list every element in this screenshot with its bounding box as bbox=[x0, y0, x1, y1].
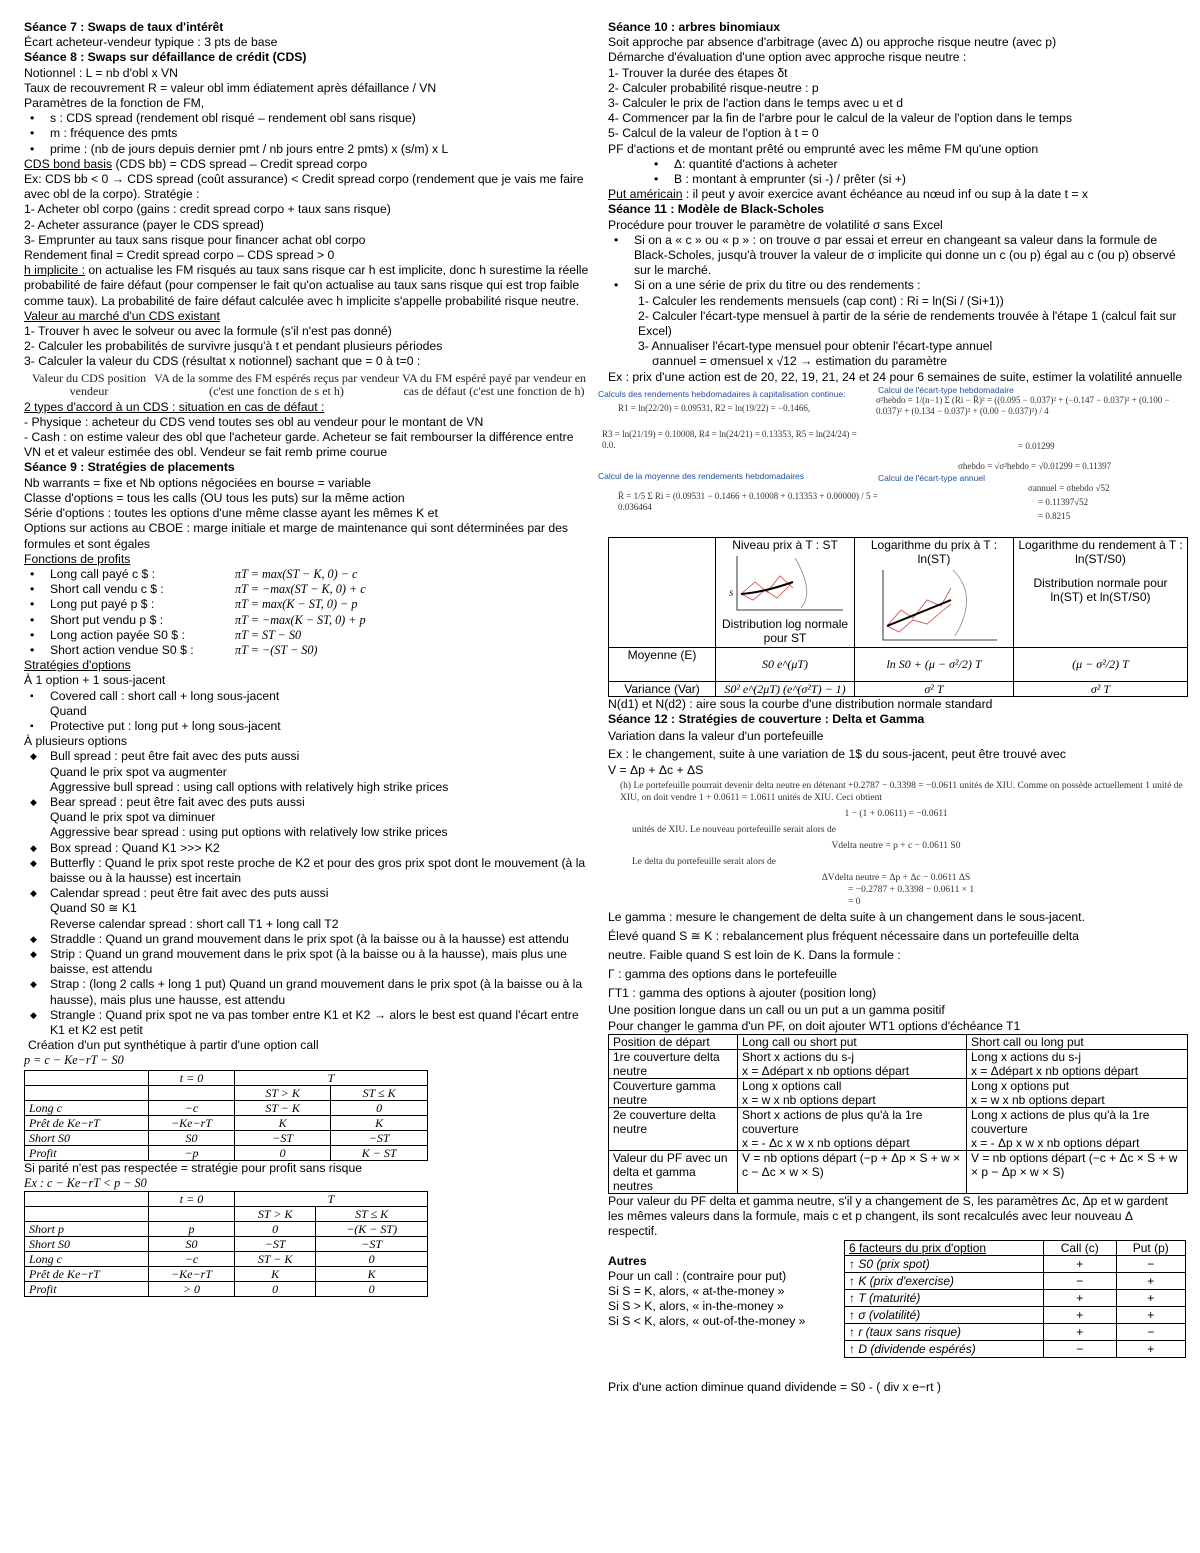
strategy-text: ◆ Butterfly : Quand le prix spot reste proche de K2 et pour des gros prix spot dont le mouvement (à la baisse ou à la hausse) est incertain bbox=[50, 855, 586, 885]
t2-head-T: T bbox=[235, 1192, 428, 1207]
market-value-title: Valeur au marché d'un CDS existant bbox=[24, 308, 220, 323]
basis-term: CDS bond basis bbox=[24, 156, 113, 171]
s8-bullet: • prime : (nb de jours depuis dernier pmt / nb jours entre 2 pmts) x (s/m) x L bbox=[24, 142, 589, 157]
t1-blank bbox=[149, 1085, 235, 1100]
hedging-cell: Long x actions du s-j x = Δdépart x nb options départ bbox=[967, 1049, 1188, 1078]
calc-formula: σannuel = σhebdo √52 bbox=[1028, 482, 1110, 493]
cds-paid-term: VA du FM espéré payé par vendeur en cas de défaut (c'est une fonction de h) bbox=[401, 370, 587, 398]
s10-line: 2- Calculer probabilité risque-neutre : p bbox=[608, 80, 819, 95]
market-line: 2- Calculer les probabilités de survivre jusqu'à t et pendant plusieurs périodes bbox=[24, 339, 443, 354]
calc-heading: Calcul de l'écart-type annuel bbox=[878, 472, 985, 483]
s10-title: Séance 10 : arbres binomiaux bbox=[608, 20, 781, 34]
gamma-line: Pour changer le gamma d'un PF, on doit ajouter WT1 options d'échéance T1 bbox=[608, 1018, 1021, 1033]
autres-line: Pour un call : (contraire pour put) bbox=[608, 1268, 787, 1283]
autres-title: Autres bbox=[608, 1253, 647, 1268]
profit-row bbox=[24, 643, 589, 658]
pf-value-note: Pour valeur du PF delta et gamma neutre, s'il y a changement de S, les paramètres Δc, Δp et w gardent les mêmes valeurs dans la formule, mais c et p changent, ils sont recalculés avec leur nouveau Δ respectif. bbox=[608, 1193, 1168, 1239]
factors-row bbox=[845, 1289, 1186, 1306]
factors-cell: ↑ D (dividende espérés) bbox=[845, 1340, 1044, 1357]
options-strategies-title: Stratégies d'options bbox=[24, 658, 131, 673]
table-cell: Prêt de Ke−rT bbox=[25, 1267, 149, 1282]
gamma-line: Une position longue dans un call ou un put a un gamma positif bbox=[608, 1003, 945, 1018]
hedging-head-cell: Long call ou short put bbox=[738, 1034, 967, 1049]
distribution-table bbox=[608, 537, 1188, 697]
dist-var-lnprice: σ² T bbox=[855, 681, 1014, 696]
table-cell: 0 bbox=[235, 1145, 331, 1160]
hedging-head-cell: Short call ou long put bbox=[967, 1034, 1188, 1049]
table-cell: 0 bbox=[316, 1282, 428, 1297]
excerpt-eq: 1 − (1 + 0.0611) = −0.0611 bbox=[844, 809, 948, 820]
table-cell: −ST bbox=[316, 1237, 428, 1252]
strategy-text: ◆ Straddle : Quand un grand mouvement dans le prix spot (à la baisse ou à la hausse) est attendu bbox=[50, 931, 569, 946]
table-cell: Short S0 bbox=[25, 1237, 149, 1252]
s11-example: Ex : prix d'une action est de 20, 22, 19, 21, 24 et 24 pour 6 semaines de suite, estimer la volatilité annuelle bbox=[608, 369, 1183, 384]
t2-head-le: ST ≤ K bbox=[316, 1207, 428, 1222]
table-cell: ST − K bbox=[235, 1100, 331, 1115]
s8-title: Séance 8 : Swaps sur défaillance de crédit (CDS) bbox=[24, 50, 307, 65]
profit-row bbox=[24, 628, 589, 643]
table-cell: 0 bbox=[235, 1222, 316, 1237]
s10-line: Démarche d'évaluation d'une option avec approche risque neutre : bbox=[608, 50, 967, 65]
factors-row bbox=[845, 1323, 1186, 1340]
s12-line: Ex : le changement, suite à une variation de 1$ du sous-jacent, peut être trouvé avec bbox=[608, 747, 1066, 762]
s11-bullet: • Si on a « c » ou « p » : on trouve σ par essai et erreur en changeant sa valeur dans la formule de Black-Scholes, jusqu'à trouver la valeur de σ implicite qui donne un c (ou p) égal au c (ou p) observé sur le marché. bbox=[608, 233, 1184, 279]
dist-col-lnreturn bbox=[1014, 537, 1188, 647]
nd-line: N(d1) et N(d2) : aire sous la courbe d'une distribution normale standard bbox=[608, 696, 993, 711]
calc-formula: = 0.01299 bbox=[1018, 440, 1055, 451]
factors-cell: ↑ K (prix d'exercise) bbox=[845, 1272, 1044, 1289]
profit-label: • Long put payé p $ : bbox=[50, 597, 155, 612]
dist-mean-lnprice: ln S0 + (μ − σ²/2) T bbox=[855, 647, 1014, 681]
table-cell: −ST bbox=[331, 1130, 428, 1145]
covered-call bbox=[24, 689, 589, 719]
profit-label: • Short put vendu p $ : bbox=[50, 612, 164, 627]
s10-sub: • B : montant à emprunter (si -) / prêter (si +) bbox=[648, 172, 1184, 187]
strategy-text: Quand le prix spot va diminuer bbox=[50, 810, 216, 825]
excerpt-eq: = 0 bbox=[848, 897, 861, 908]
hedging-table bbox=[608, 1034, 1188, 1194]
factors-cell: + bbox=[1116, 1289, 1185, 1306]
s12-line: Variation dans la valeur d'un portefeuille bbox=[608, 729, 824, 744]
h-term: h implicite : bbox=[24, 263, 85, 278]
table-row bbox=[25, 1252, 428, 1267]
table-cell: K bbox=[235, 1267, 316, 1282]
table-cell: K bbox=[235, 1115, 331, 1130]
profit-label: • Long action payée S0 $ : bbox=[50, 627, 185, 642]
profit-formula: πT = max(ST − K, 0) − c bbox=[235, 566, 358, 581]
strategy-text: ◆ Calendar spread : peut être fait avec des puts aussi bbox=[50, 886, 329, 901]
hedging-cell: Valeur du PF avec un delta et gamma neutres bbox=[609, 1150, 738, 1193]
profit-formula: πT = −max(K − ST, 0) + p bbox=[235, 612, 366, 627]
profit-row bbox=[24, 597, 589, 612]
profit-label: • Short call vendu c $ : bbox=[50, 582, 164, 597]
s12-title: Séance 12 : Stratégies de couverture : Delta et Gamma bbox=[608, 712, 925, 727]
profit-formula: πT = −max(ST − K, 0) + c bbox=[235, 582, 366, 597]
hedging-cell: Couverture gamma neutre bbox=[609, 1078, 738, 1107]
s11-step: 3- Annualiser l'écart-type mensuel pour obtenir l'écart-type annuel bbox=[638, 339, 993, 354]
s11-annual-formula: σannuel = σmensuel x √12 → estimation du paramètre bbox=[652, 354, 948, 369]
s10-line: 1- Trouver la durée des étapes δt bbox=[608, 65, 788, 80]
table-cell: 0 bbox=[316, 1252, 428, 1267]
calc-heading: Calcul de la moyenne des rendements hebdomadaires bbox=[598, 470, 805, 481]
table-cell: K bbox=[316, 1267, 428, 1282]
s10-line: PF d'actions et de montant prêté ou emprunté avec les même FM qu'une option bbox=[608, 141, 1039, 156]
dist-head-price: Niveau prix à T : ST bbox=[732, 537, 838, 552]
table-row bbox=[25, 1115, 428, 1130]
excerpt-eq: = −0.2787 + 0.3398 − 0.0611 × 1 bbox=[848, 885, 975, 896]
hedging-cell: Short x actions de plus qu'à la 1re couverture x = - Δc x w x nb options départ bbox=[738, 1107, 967, 1150]
t1-head-T: T bbox=[235, 1070, 428, 1085]
table-cell: 0 bbox=[331, 1100, 428, 1115]
factors-cell: ↑ T (maturité) bbox=[845, 1289, 1044, 1306]
dist-var-price: S0² e^(2μT) (e^(σ²T) − 1) bbox=[716, 681, 855, 696]
profit-row bbox=[24, 582, 589, 597]
factors-row bbox=[845, 1340, 1186, 1357]
calc-formula: R1 = ln(22/20) = 0.09531, R2 = ln(19/22) = −0.1466, bbox=[618, 402, 811, 413]
parity-example: Ex : c − Ke−rT < p − S0 bbox=[24, 1175, 147, 1190]
factors-cell: − bbox=[1116, 1255, 1185, 1272]
s7-title: Séance 7 : Swaps de taux d'intérêt bbox=[24, 20, 224, 34]
table-cell: Profit bbox=[25, 1145, 149, 1160]
factors-cell: − bbox=[1044, 1340, 1117, 1357]
accord-line: - Physique : acheteur du CDS vend toutes ses obl au vendeur pour le montant de VN bbox=[24, 414, 484, 429]
synthetic-put-table bbox=[24, 1070, 428, 1161]
s12-formula: V = Δp + Δc + ΔS bbox=[608, 763, 704, 778]
factors-table bbox=[844, 1240, 1186, 1358]
table-cell: p bbox=[149, 1222, 235, 1237]
t1-head-gt: ST > K bbox=[235, 1085, 331, 1100]
factors-head-cell: Call (c) bbox=[1044, 1240, 1117, 1255]
table-cell: −p bbox=[149, 1145, 235, 1160]
profit-title: Fonctions de profits bbox=[24, 551, 131, 566]
strategy-text: Reverse calendar spread : short call T1 + long call T2 bbox=[50, 916, 339, 931]
table-row bbox=[25, 1267, 428, 1282]
dist-corner bbox=[609, 537, 716, 647]
factors-head-cell: Put (p) bbox=[1116, 1240, 1185, 1255]
t2-blank bbox=[149, 1207, 235, 1222]
autres-line: Si S > K, alors, « in-the-money » bbox=[608, 1299, 784, 1314]
table-cell: S0 bbox=[149, 1237, 235, 1252]
factors-header bbox=[845, 1240, 1186, 1255]
strategy-line: 3- Emprunter au taux sans risque pour financer achat obl corpo bbox=[24, 232, 366, 247]
table-cell: Profit bbox=[25, 1282, 149, 1297]
strategy-text: ◆ Bull spread : peut être fait avec des puts aussi bbox=[50, 749, 300, 764]
t2-head-t0: t = 0 bbox=[149, 1192, 235, 1207]
right-column bbox=[598, 20, 1184, 1395]
svg-text:S: S bbox=[729, 588, 733, 598]
s11-line: Procédure pour trouver le paramètre de volatilité σ sans Excel bbox=[608, 217, 943, 232]
dist-lognormal-caption: Distribution log normale pour ST bbox=[721, 616, 849, 645]
left-column bbox=[24, 20, 589, 1297]
hedging-row bbox=[609, 1078, 1188, 1107]
basis-example: Ex: CDS bb < 0 → CDS spread (coût assurance) < Credit spread corpo (rendement que je vais me faire avec obl de la corpo). Stratégie : bbox=[24, 172, 584, 202]
t2-head-gt: ST > K bbox=[235, 1207, 316, 1222]
multi-option-list bbox=[24, 749, 589, 1038]
cds-value-term: Valeur du CDS position vendeur bbox=[31, 370, 147, 398]
table-cell: −c bbox=[149, 1100, 235, 1115]
strategy-item bbox=[24, 841, 589, 856]
s8-bullet: • s : CDS spread (rendement obl risqué – rendement obl sans risque) bbox=[24, 111, 589, 126]
s7-line: Écart acheteur-vendeur typique : 3 pts de base bbox=[24, 35, 278, 50]
accord-title: 2 types d'accord à un CDS : situation en cas de défaut : bbox=[24, 399, 325, 414]
s9-line: Série d'options : toutes les options d'une même classe ayant les mêmes K et bbox=[24, 506, 438, 521]
strategy-item bbox=[24, 977, 589, 1007]
hedging-cell: 1re couverture delta neutre bbox=[609, 1049, 738, 1078]
calc-heading: Calcul de l'écart-type hebdomadaire bbox=[878, 384, 1014, 395]
table-row bbox=[25, 1282, 428, 1297]
s8-line: Paramètres de la fonction de FM, bbox=[24, 96, 205, 111]
table-cell: Prêt de Ke−rT bbox=[25, 1115, 149, 1130]
table-cell: S0 bbox=[149, 1130, 235, 1145]
table-cell: K − ST bbox=[331, 1145, 428, 1160]
factors-cell: + bbox=[1116, 1306, 1185, 1323]
autres-line: Si S = K, alors, « at-the-money » bbox=[608, 1283, 785, 1298]
profit-label: • Short action vendue S0 $ : bbox=[50, 642, 194, 657]
dist-row-var: Variance (Var) bbox=[609, 681, 716, 696]
dist-head-lnreturn: Logarithme du rendement à T : ln(ST/S0) bbox=[1018, 537, 1183, 566]
dist-col-lnprice bbox=[855, 537, 1014, 647]
hedging-row bbox=[609, 1049, 1188, 1078]
gamma-line: Γ : gamma des options dans le portefeuille bbox=[608, 967, 837, 982]
s11-step: 1- Calculer les rendements mensuels (cap cont) : Ri = ln(Si / (Si+1)) bbox=[638, 293, 1004, 308]
t2-corner bbox=[25, 1192, 149, 1207]
dist-col-price bbox=[716, 537, 855, 647]
profit-formula: πT = −(ST − S0) bbox=[235, 642, 318, 657]
s9-line: Options sur actions au CBOE : marge initiale et marge de maintenance qui sont déterminées par des formules et sont égales bbox=[24, 521, 568, 551]
s11-bullet: • Si on a une série de prix du titre ou des rendements : bbox=[608, 278, 1184, 293]
hedging-cell: V = nb options départ (−p + Δp × S + w × c − Δc × w × S) bbox=[738, 1150, 967, 1193]
table-cell: −(K − ST) bbox=[316, 1222, 428, 1237]
parity-line: Si parité n'est pas respectée = stratégie pour profit sans risque bbox=[24, 1160, 363, 1175]
factors-cell: ↑ σ (volatilité) bbox=[845, 1306, 1044, 1323]
t1-corner bbox=[25, 1070, 149, 1085]
factors-row bbox=[845, 1255, 1186, 1272]
strategy-line: 2- Acheter assurance (payer le CDS spread) bbox=[24, 217, 264, 232]
strategy-text: ◆ Strip : Quand un grand mouvement dans le prix spot (à la baisse ou à la hausse), mais plus une baisse, est attendu bbox=[50, 946, 567, 977]
hedging-cell: Long x actions de plus qu'à la 1re couverture x = - Δp x w x nb options départ bbox=[967, 1107, 1188, 1150]
strategy-text: ◆ Strap : (long 2 calls + long 1 put) Quand un grand mouvement dans le prix spot (à la baisse ou à la hausse), mais plus une hausse, est attendu bbox=[50, 977, 583, 1007]
hedging-cell: V = nb options départ (−c + Δc × S + w × p − Δp × w × S) bbox=[967, 1150, 1188, 1193]
table-cell: Short p bbox=[25, 1222, 149, 1237]
table-cell: Short S0 bbox=[25, 1130, 149, 1145]
h-implicit bbox=[24, 263, 589, 309]
table-cell: −c bbox=[149, 1252, 235, 1267]
american-put-term: Put américain bbox=[608, 187, 683, 202]
basis-line bbox=[24, 157, 589, 172]
s10-line: 4- Commencer par la fin de l'arbre pour le calcul de la valeur de l'option dans le temps bbox=[608, 111, 1072, 126]
t2-blank bbox=[25, 1207, 149, 1222]
s9-line: Classe d'options = tous les calls (OU tous les puts) sur la même action bbox=[24, 490, 405, 505]
dividend-line: Prix d'une action diminue quand dividende = S0 - ( div x e−rt ) bbox=[608, 1379, 941, 1394]
calc-formula: R̄ = 1/5 Σ Ri = (0.09531 − 0.1466 + 0.10008 + 0.13353 + 0.00000) / 5 = 0.036464 bbox=[618, 490, 878, 512]
calc-formula: σ²hebdo = 1/(n−1) Σ (Ri − R̄)² = ((0.095 − 0.037)² + (−0.147 − 0.037)² + (0.100 − 0.037)² + (0.134 − 0.037)² + (0.00 − 0.037)²) / 4 bbox=[876, 394, 1170, 416]
table-cell: −Ke−rT bbox=[149, 1267, 235, 1282]
synthetic-put-formula: p = c − Ke−rT − S0 bbox=[24, 1053, 124, 1068]
dist-mean-price: S0 e^(μT) bbox=[716, 647, 855, 681]
hedging-head-cell: Position de départ bbox=[609, 1034, 738, 1049]
strategy-text: Quand S0 ≅ K1 bbox=[50, 901, 137, 916]
calc-heading: Calculs des rendements hebdomadaires à capitalisation continue: bbox=[598, 388, 846, 399]
hedging-row bbox=[609, 1150, 1188, 1193]
hedging-cell: Long x options call x = w x nb options depart bbox=[738, 1078, 967, 1107]
table-cell: −Ke−rT bbox=[149, 1115, 235, 1130]
strategy-item bbox=[24, 749, 589, 795]
table-row bbox=[25, 1100, 428, 1115]
gamma-line: Élevé quand S ≅ K : rebalancement plus fréquent nécessaire dans un portefeuille delta bbox=[608, 929, 1079, 944]
table-row bbox=[25, 1145, 428, 1160]
factors-cell: ↑ r (taux sans risque) bbox=[845, 1323, 1044, 1340]
hedging-row bbox=[609, 1107, 1188, 1150]
strategy-line: Rendement final = Credit spread corpo – CDS spread > 0 bbox=[24, 248, 335, 263]
table-cell: −ST bbox=[235, 1130, 331, 1145]
factors-cell: + bbox=[1044, 1289, 1117, 1306]
excerpt-eq: ΔVdelta neutre = Δp + Δc − 0.0611 ΔS bbox=[821, 873, 971, 884]
factors-cell: + bbox=[1044, 1255, 1117, 1272]
factors-row bbox=[845, 1306, 1186, 1323]
s8-line: Notionnel : L = nb d'obl x VN bbox=[24, 65, 178, 80]
volatility-calc-excerpt bbox=[598, 384, 1184, 537]
factors-cell: + bbox=[1116, 1272, 1185, 1289]
american-put-def: : il peut y avoir exercice avant échéance au nœud inf ou sup à la date t = x bbox=[682, 187, 1088, 202]
strategy-text: ◆ Box spread : Quand K1 >>> K2 bbox=[50, 840, 220, 855]
cds-received-term: VA de la somme des FM espérés reçus par vendeur (c'est une fonction de s et h) bbox=[154, 370, 399, 398]
profit-row bbox=[24, 567, 589, 582]
strategy-item bbox=[24, 932, 589, 947]
multi-option-title: À plusieurs options bbox=[24, 734, 127, 749]
dist-row-mean: Moyenne (E) bbox=[609, 647, 716, 681]
s11-step: 2- Calculer l'écart-type mensuel à partir de la série de rendements trouvée à l'étape 1 (calcul fait sur Excel) bbox=[638, 308, 1177, 339]
american-put bbox=[608, 187, 1184, 202]
t1-head-le: ST ≤ K bbox=[331, 1085, 428, 1100]
arbitrage-table bbox=[24, 1191, 428, 1297]
excerpt-eq: Vdelta neutre = p + c − 0.0611 S0 bbox=[831, 841, 961, 852]
cds-formula bbox=[24, 372, 589, 398]
factors-cell: + bbox=[1044, 1306, 1117, 1323]
calc-formula: σhebdo = √σ²hebdo = √0.01299 = 0.11397 bbox=[958, 460, 1112, 471]
strategy-text: Aggressive bear spread : using put options with relatively low strike prices bbox=[50, 825, 448, 840]
normal-chart-icon bbox=[869, 566, 999, 644]
t1-head-t0: t = 0 bbox=[149, 1070, 235, 1085]
table-cell: Long c bbox=[25, 1100, 149, 1115]
strategy-item bbox=[24, 947, 589, 977]
strategy-text: ◆ Bear spread : peut être fait avec des puts aussi bbox=[50, 794, 305, 809]
s11-title: Séance 11 : Modèle de Black-Scholes bbox=[608, 202, 825, 217]
table-cell: 0 bbox=[235, 1282, 316, 1297]
dist-normal-caption: Distribution normale pour ln(ST) et ln(ST/S0) bbox=[1033, 575, 1168, 604]
profit-row bbox=[24, 613, 589, 628]
calc-formula: R3 = ln(21/19) = 0.10008, R4 = ln(24/21) = 0.13353, R5 = ln(24/24) = 0.0. bbox=[602, 428, 857, 450]
hedging-cell: Long x options put x = w x nb options depart bbox=[967, 1078, 1188, 1107]
autres-text bbox=[608, 1254, 838, 1330]
strategy-text: ◆ Strangle : Quand prix spot ne va pas tomber entre K1 et K2 → alors le best est quand l'écart entre K1 et K2 est petit bbox=[50, 1007, 579, 1037]
factors-cell: − bbox=[1116, 1323, 1185, 1340]
strategy-text: Aggressive bull spread : using call options with relatively high strike prices bbox=[50, 779, 449, 794]
hedging-cell: Short x actions du s-j x = Δdépart x nb options départ bbox=[738, 1049, 967, 1078]
covered-call-quand: Quand bbox=[50, 703, 87, 718]
hedging-cell: 2e couverture delta neutre bbox=[609, 1107, 738, 1150]
table-cell: ST − K bbox=[235, 1252, 316, 1267]
gamma-line: Le gamma : mesure le changement de delta suite à un changement dans le sous-jacent. bbox=[608, 910, 1085, 925]
dist-var-lnreturn: σ² T bbox=[1014, 681, 1188, 696]
s8-bullet: • m : fréquence des pmts bbox=[24, 126, 589, 141]
factors-cell: + bbox=[1116, 1340, 1185, 1357]
accord-line: - Cash : on estime valeur des obl que l'acheteur garde. Acheteur se fait rembourser la différence entre VN et et valeur estimée des obl. Vendeur se fait remb prime courue bbox=[24, 430, 574, 460]
factors-cell: + bbox=[1044, 1323, 1117, 1340]
calc-formula: = 0.11397√52 bbox=[1038, 496, 1089, 507]
excerpt-text: Le delta du portefeuille serait alors de bbox=[632, 857, 777, 868]
s10-line: 3- Calculer le prix de l'action dans le temps avec u et d bbox=[608, 96, 903, 111]
table-cell: > 0 bbox=[149, 1282, 235, 1297]
t1-blank bbox=[25, 1085, 149, 1100]
s9-line: Nb warrants = fixe et Nb options négociées en bourse = variable bbox=[24, 475, 371, 490]
strategy-text: Quand le prix spot va augmenter bbox=[50, 764, 227, 779]
table-cell: Long c bbox=[25, 1252, 149, 1267]
excerpt-text: (h) Le portefeuille pourrait devenir delta neutre en détenant +0.2787 − 0.3398 = −0.0611 unités de XIU. Comme on possède actuellement 1 unité de XIU, on doit vendre 1 + 0.0611 = 1.0611 unités de XIU. Ceci obtient bbox=[620, 781, 1183, 804]
table-cell: K bbox=[331, 1115, 428, 1130]
delta-neutral-excerpt bbox=[608, 780, 1184, 908]
lognormal-chart-icon bbox=[725, 552, 845, 614]
s10-sub: • Δ: quantité d'actions à acheter bbox=[648, 157, 1184, 172]
profit-label: • Long call payé c $ : bbox=[50, 566, 156, 581]
factors-head-cell: 6 facteurs du prix d'option bbox=[845, 1240, 1044, 1255]
autres-line: Si S < K, alors, « out-of-the-money » bbox=[608, 1314, 806, 1329]
s8-line: Taux de recouvrement R = valeur obl imm édiatement après défaillance / VN bbox=[24, 80, 437, 95]
market-line: 1- Trouver h avec le solveur ou avec la formule (s'il n'est pas donné) bbox=[24, 324, 392, 339]
one-option-title: À 1 option + 1 sous-jacent bbox=[24, 673, 166, 688]
table-cell: −ST bbox=[235, 1237, 316, 1252]
calc-formula: = 0.8215 bbox=[1038, 510, 1071, 521]
h-def: on actualise les FM risqués au taux sans risque car h est implicite, donc h surestime la réelle probabilité de faire défaut (pour compenser le fait qu'on actualise au taux sans risque qui est trop faible comme taux). La probabilité de faire défaut calculée avec h implicite s'appelle probabilité risque neutre. bbox=[24, 263, 589, 308]
strategy-item bbox=[24, 795, 589, 841]
hedging-header bbox=[609, 1034, 1188, 1049]
s9-title: Séance 9 : Stratégies de placements bbox=[24, 460, 235, 475]
covered-call-text: ▪ Covered call : short call + long sous-jacent bbox=[50, 688, 280, 703]
basis-def: (CDS bb) = CDS spread – Credit spread corpo bbox=[112, 156, 368, 171]
dist-mean-lnreturn: (μ − σ²/2) T bbox=[1014, 647, 1188, 681]
protective-put: ▪ Protective put : long put + long sous-jacent bbox=[24, 719, 589, 734]
excerpt-text: unités de XIU. Le nouveau portefeuille serait alors de bbox=[632, 825, 836, 836]
strategy-line: 1- Acheter obl corpo (gains : credit spread corpo + taux sans risque) bbox=[24, 202, 391, 217]
factors-cell: ↑ S0 (prix spot) bbox=[845, 1255, 1044, 1272]
market-line: 3- Calculer la valeur du CDS (résultat x notionnel) sachant que = 0 à t=0 : bbox=[24, 354, 421, 369]
strategy-item bbox=[24, 886, 589, 932]
profit-list bbox=[24, 567, 589, 658]
strategy-item bbox=[24, 1008, 589, 1038]
table-row bbox=[25, 1222, 428, 1237]
factors-row bbox=[845, 1272, 1186, 1289]
synthetic-put-title: Création d'un put synthétique à partir d'une option call bbox=[28, 1038, 319, 1053]
table-row bbox=[25, 1237, 428, 1252]
table-row bbox=[25, 1130, 428, 1145]
gamma-line: neutre. Faible quand S est loin de K. Dans la formule : bbox=[608, 948, 901, 963]
autres-block bbox=[608, 1240, 1184, 1380]
s10-line: 5- Calcul de la valeur de l'option à t = 0 bbox=[608, 126, 819, 141]
profit-formula: πT = max(K − ST, 0) − p bbox=[235, 597, 358, 612]
s10-line: Soit approche par absence d'arbitrage (avec Δ) ou approche risque neutre (avec p) bbox=[608, 35, 1057, 50]
factors-cell: − bbox=[1044, 1272, 1117, 1289]
dist-head-lnprice: Logarithme du prix à T : ln(ST) bbox=[870, 537, 998, 566]
profit-formula: πT = ST − S0 bbox=[235, 627, 302, 642]
gamma-line: ΓT1 : gamma des options à ajouter (position long) bbox=[608, 986, 877, 1001]
strategy-item bbox=[24, 856, 589, 886]
